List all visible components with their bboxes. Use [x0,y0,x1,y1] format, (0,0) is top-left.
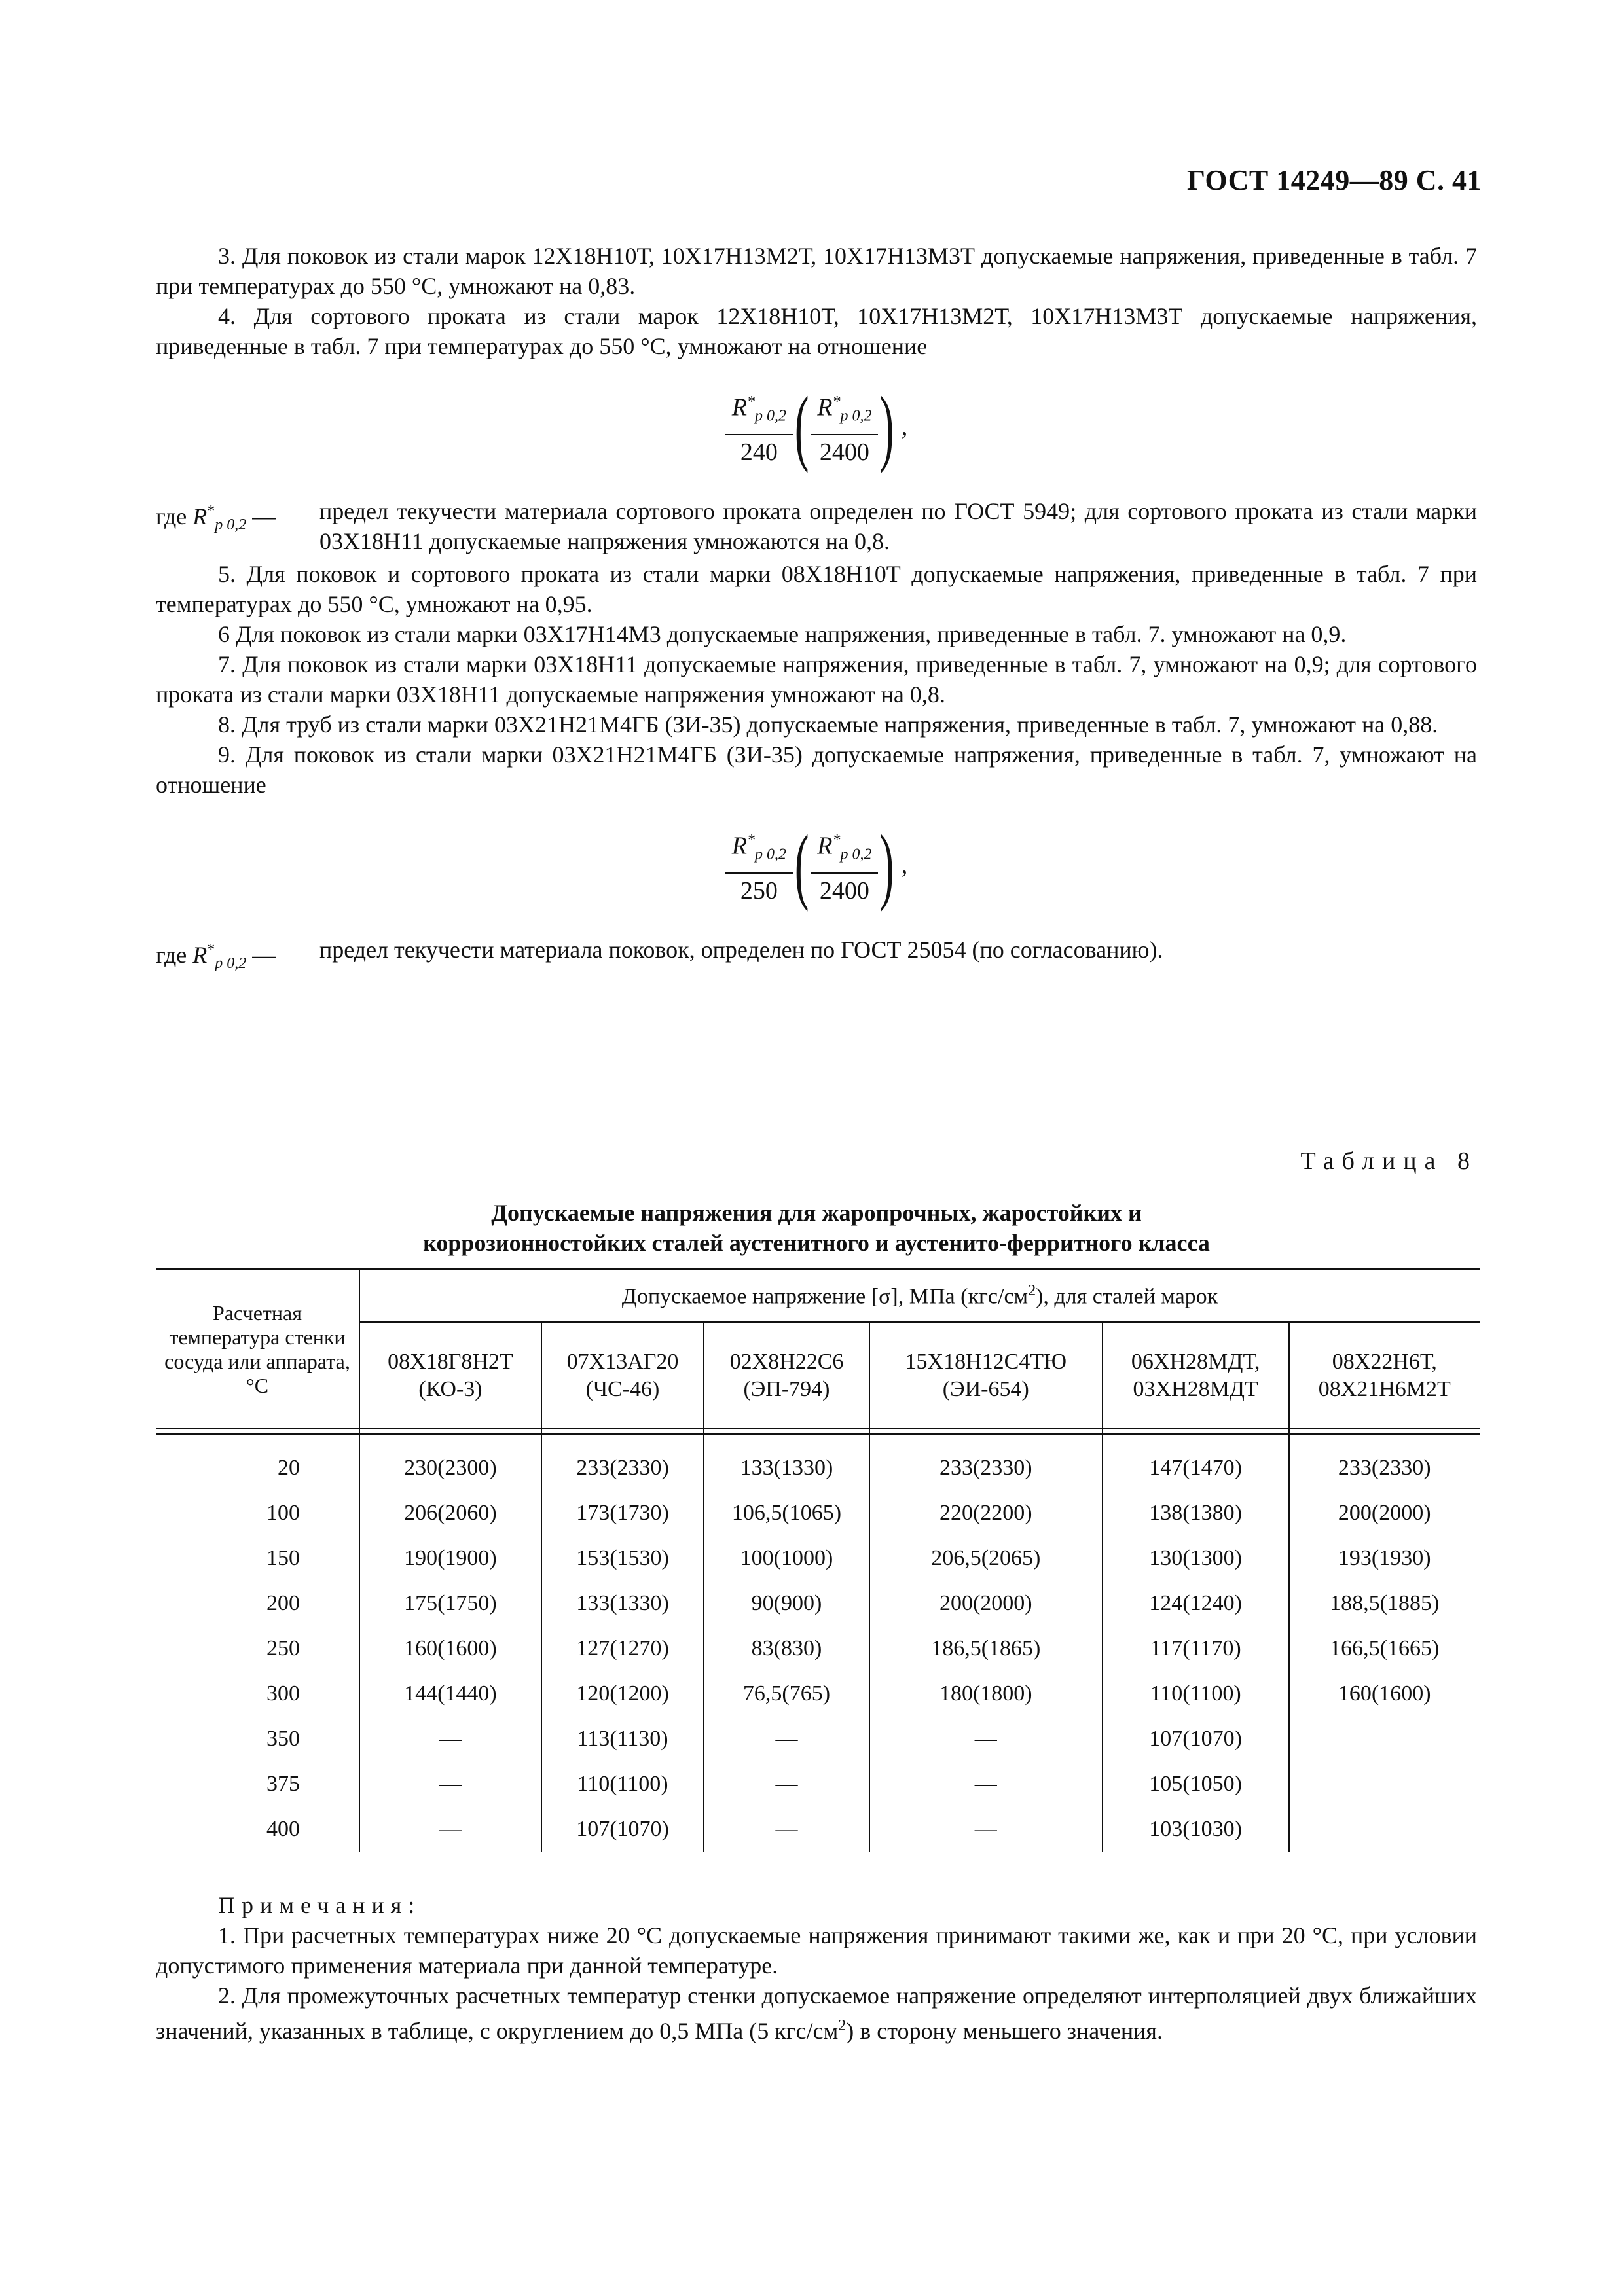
formula-ratio-1: $\frac{R^*_{p 0,2}}{240}$ ( $\frac{R^*_{p 0,2}}{2400}$ ) , [156,381,1477,473]
stress-cell: 100(1000) [704,1535,869,1581]
stress-cell [1289,1806,1480,1852]
stress-cell: 83(830) [704,1626,869,1671]
note-1: 1. При расчетных температурах ниже 20 °С допускаемые напряжения принимают такими же, как и при 20 °С, при условии допустимого применения материала при данной температуре. [156,1922,1477,1979]
paragraph-9: 9. Для поковок из стали марки 03Х21Н21М4ГБ (ЗИ-35) допускаемые напряжения, приведенные в табл. 7, умножают на отношение [156,742,1477,798]
stress-table [156,1268,1480,1852]
stress-cell: 173(1730) [541,1490,704,1535]
table-title: Допускаемые напряжения для жаропрочных, жаростойких и коррозионностойких сталей аустенитного и аустенито-ферритного класса [423,1200,1210,1256]
stress-cell: 127(1270) [541,1626,704,1671]
stress-cell: 107(1070) [1103,1716,1289,1761]
temperature-cell: 100 [156,1490,359,1535]
stress-cell: 186,5(1865) [869,1626,1103,1671]
stress-cell: 206,5(2065) [869,1535,1103,1581]
stress-cell: — [359,1716,541,1761]
table-row [156,1806,1480,1852]
stress-cell: 160(1600) [359,1626,541,1671]
stress-cell: 76,5(765) [704,1671,869,1716]
table-number: Таблица 8 [1300,1147,1478,1175]
header-divider [156,1428,1480,1429]
stress-cell [1289,1761,1480,1806]
stress-cell: 230(2300) [359,1429,541,1490]
stress-cell: 110(1100) [1103,1671,1289,1716]
stress-cell: 180(1800) [869,1671,1103,1716]
stress-cell: — [869,1761,1103,1806]
stress-cell: — [359,1806,541,1852]
stress-cell: 233(2330) [541,1429,704,1490]
stress-cell: 103(1030) [1103,1806,1289,1852]
table-row [156,1490,1480,1535]
page-header: ГОСТ 14249—89 С. 41 [1186,164,1482,196]
stress-cell: 133(1330) [704,1429,869,1490]
temperature-cell: 150 [156,1535,359,1581]
stress-cell: 220(2200) [869,1490,1103,1535]
fraction-1a: $\frac{R^*_{p 0,2}}{240}$ [725,387,793,467]
stress-cell: — [704,1716,869,1761]
temperature-cell: 350 [156,1716,359,1761]
stress-cell [1289,1716,1480,1761]
stress-cell: 120(1200) [541,1671,704,1716]
table-row [156,1626,1480,1671]
stress-cell: 110(1100) [541,1761,704,1806]
table-row [156,1671,1480,1716]
paragraph-3: 3. Для поковок из стали марок 12Х18Н10Т, 10Х17Н13М2Т, 10Х17Н13М3Т допускаемые напряжения, приведенные в табл. 7 при температурах до 550 °С, умножают на 0,83. [156,243,1477,299]
table-row [156,1761,1480,1806]
column-header: 15Х18Н12С4ТЮ (ЭИ-654) [869,1322,1103,1429]
table-row [156,1535,1480,1581]
stress-cell: — [869,1716,1103,1761]
stress-cell: — [869,1806,1103,1852]
stress-cell: 113(1130) [541,1716,704,1761]
fraction-2a: $\frac{R^*_{p 0,2}}{250}$ [725,825,793,905]
notes [156,1890,1477,2046]
stress-cell: 105(1050) [1103,1761,1289,1806]
temperature-cell: 300 [156,1671,359,1716]
stress-cell: — [704,1761,869,1806]
stress-cell: 147(1470) [1103,1429,1289,1490]
where-definition-2: где $R^*_{p 0,2}$ — предел текучести материала поковок, определен по ГОСТ 25054 (по согласованию). [156,937,1163,972]
header-divider [156,1433,1480,1435]
stress-cell: 138(1380) [1103,1490,1289,1535]
stress-cell: 90(900) [704,1581,869,1626]
stress-cell: 144(1440) [359,1671,541,1716]
stress-cell: 200(2000) [869,1581,1103,1626]
table-row [156,1716,1480,1761]
stress-cell: — [359,1761,541,1806]
column-header: 08Х18Г8Н2Т (КО-3) [359,1322,541,1429]
note-2: 2. Для промежуточных расчетных температур стенки допускаемое напряжение определяют интерполяцией двух ближайших значений, указанных в таблице, с округлением до 0,5 МПа (5 кгс/$см^2$) в сторону меньшего значения. [156,1982,1477,2044]
stress-cell: 200(2000) [1338,1500,1431,1525]
temperature-cell: 250 [156,1626,359,1671]
paragraph-8: 8. Для труб из стали марки 03Х21Н21М4ГБ (ЗИ-35) допускаемые напряжения, приведенные в табл. 7, умножают на 0,88. [218,711,1438,738]
formula-ratio-2: $\frac{R^*_{p 0,2}}{250}$ ( $\frac{R^*_{p 0,2}}{2400}$ ) , [156,819,1477,911]
body-text [156,241,1477,978]
column-header: 07Х13АГ20 (ЧС-46) [541,1322,704,1429]
stress-cell: 106,5(1065) [704,1490,869,1535]
table-row [156,1429,1480,1490]
stress-cell: 124(1240) [1103,1581,1289,1626]
temperature-cell: 400 [156,1806,359,1852]
stress-cell: 107(1070) [541,1806,704,1852]
column-header: 08Х22Н6Т, 08Х21Н6М2Т [1318,1350,1451,1401]
temperature-cell: 375 [156,1761,359,1806]
paragraph-7: 7. Для поковок из стали марки 03Х18Н11 допускаемые напряжения, приведенные в табл. 7, умножают на 0,9; для сортового проката из стали марки 03Х18Н11 допускаемые напряжения умножают на 0,8. [156,651,1477,708]
fraction-2b: $\frac{R^*_{p 0,2}}{2400}$ [811,825,878,905]
stress-cell: 190(1900) [359,1535,541,1581]
stress-cell: 160(1600) [1338,1681,1431,1706]
stress-cell: 166,5(1665) [1330,1636,1440,1660]
temperature-cell: 20 [156,1429,359,1490]
notes-title: Примечания: [218,1892,422,1918]
stress-group-header: Допускаемое напряжение [σ], МПа $(кгс/см^2)$, для сталей марок [359,1270,1480,1323]
paragraph-4: 4. Для сортового проката из стали марок 12Х18Н10Т, 10Х17Н13М2Т, 10Х17Н13М3Т допускаемые напряжения, приведенные в табл. 7 при температурах до 550 °С, умножают на отношение [156,303,1477,359]
paragraph-5: 5. Для поковок и сортового проката из стали марки 08Х18Н10Т допускаемые напряжения, приведенные в табл. 7 при температурах до 550 °С, умножают на 0,95. [156,561,1477,617]
paragraph-6: 6 Для поковок из стали марки 03Х17Н14М3 допускаемые напряжения, приведенные в табл. 7. умножают на 0,9. [218,621,1347,647]
stress-cell: 130(1300) [1103,1535,1289,1581]
stress-cell: 117(1170) [1103,1626,1289,1671]
temperature-header: Расчетная температура стенки сосуда или аппарата, °С [156,1270,359,1429]
stress-cell: 188,5(1885) [1330,1590,1440,1615]
column-header: 06ХН28МДТ, 03ХН28МДТ [1103,1322,1289,1429]
stress-cell: 193(1930) [1338,1545,1431,1570]
temperature-cell: 200 [156,1581,359,1626]
column-header: 02Х8Н22С6 (ЭП-794) [704,1322,869,1429]
stress-cell: — [704,1806,869,1852]
table-row [156,1581,1480,1626]
stress-cell: 233(2330) [1338,1455,1431,1480]
stress-cell: 133(1330) [541,1581,704,1626]
stress-cell: 206(2060) [359,1490,541,1535]
fraction-1b: $\frac{R^*_{p 0,2}}{2400}$ [811,387,878,467]
stress-cell: 153(1530) [541,1535,704,1581]
stress-cell: 175(1750) [359,1581,541,1626]
where-definition-1: где $R^*_{p 0,2}$ — предел текучести материала сортового проката определен по ГОСТ 5949; для сортового проката из стали марки 03Х18Н11 допускаемые напряжения умножаются на 0,8. [156,498,1477,554]
stress-cell: 233(2330) [869,1429,1103,1490]
